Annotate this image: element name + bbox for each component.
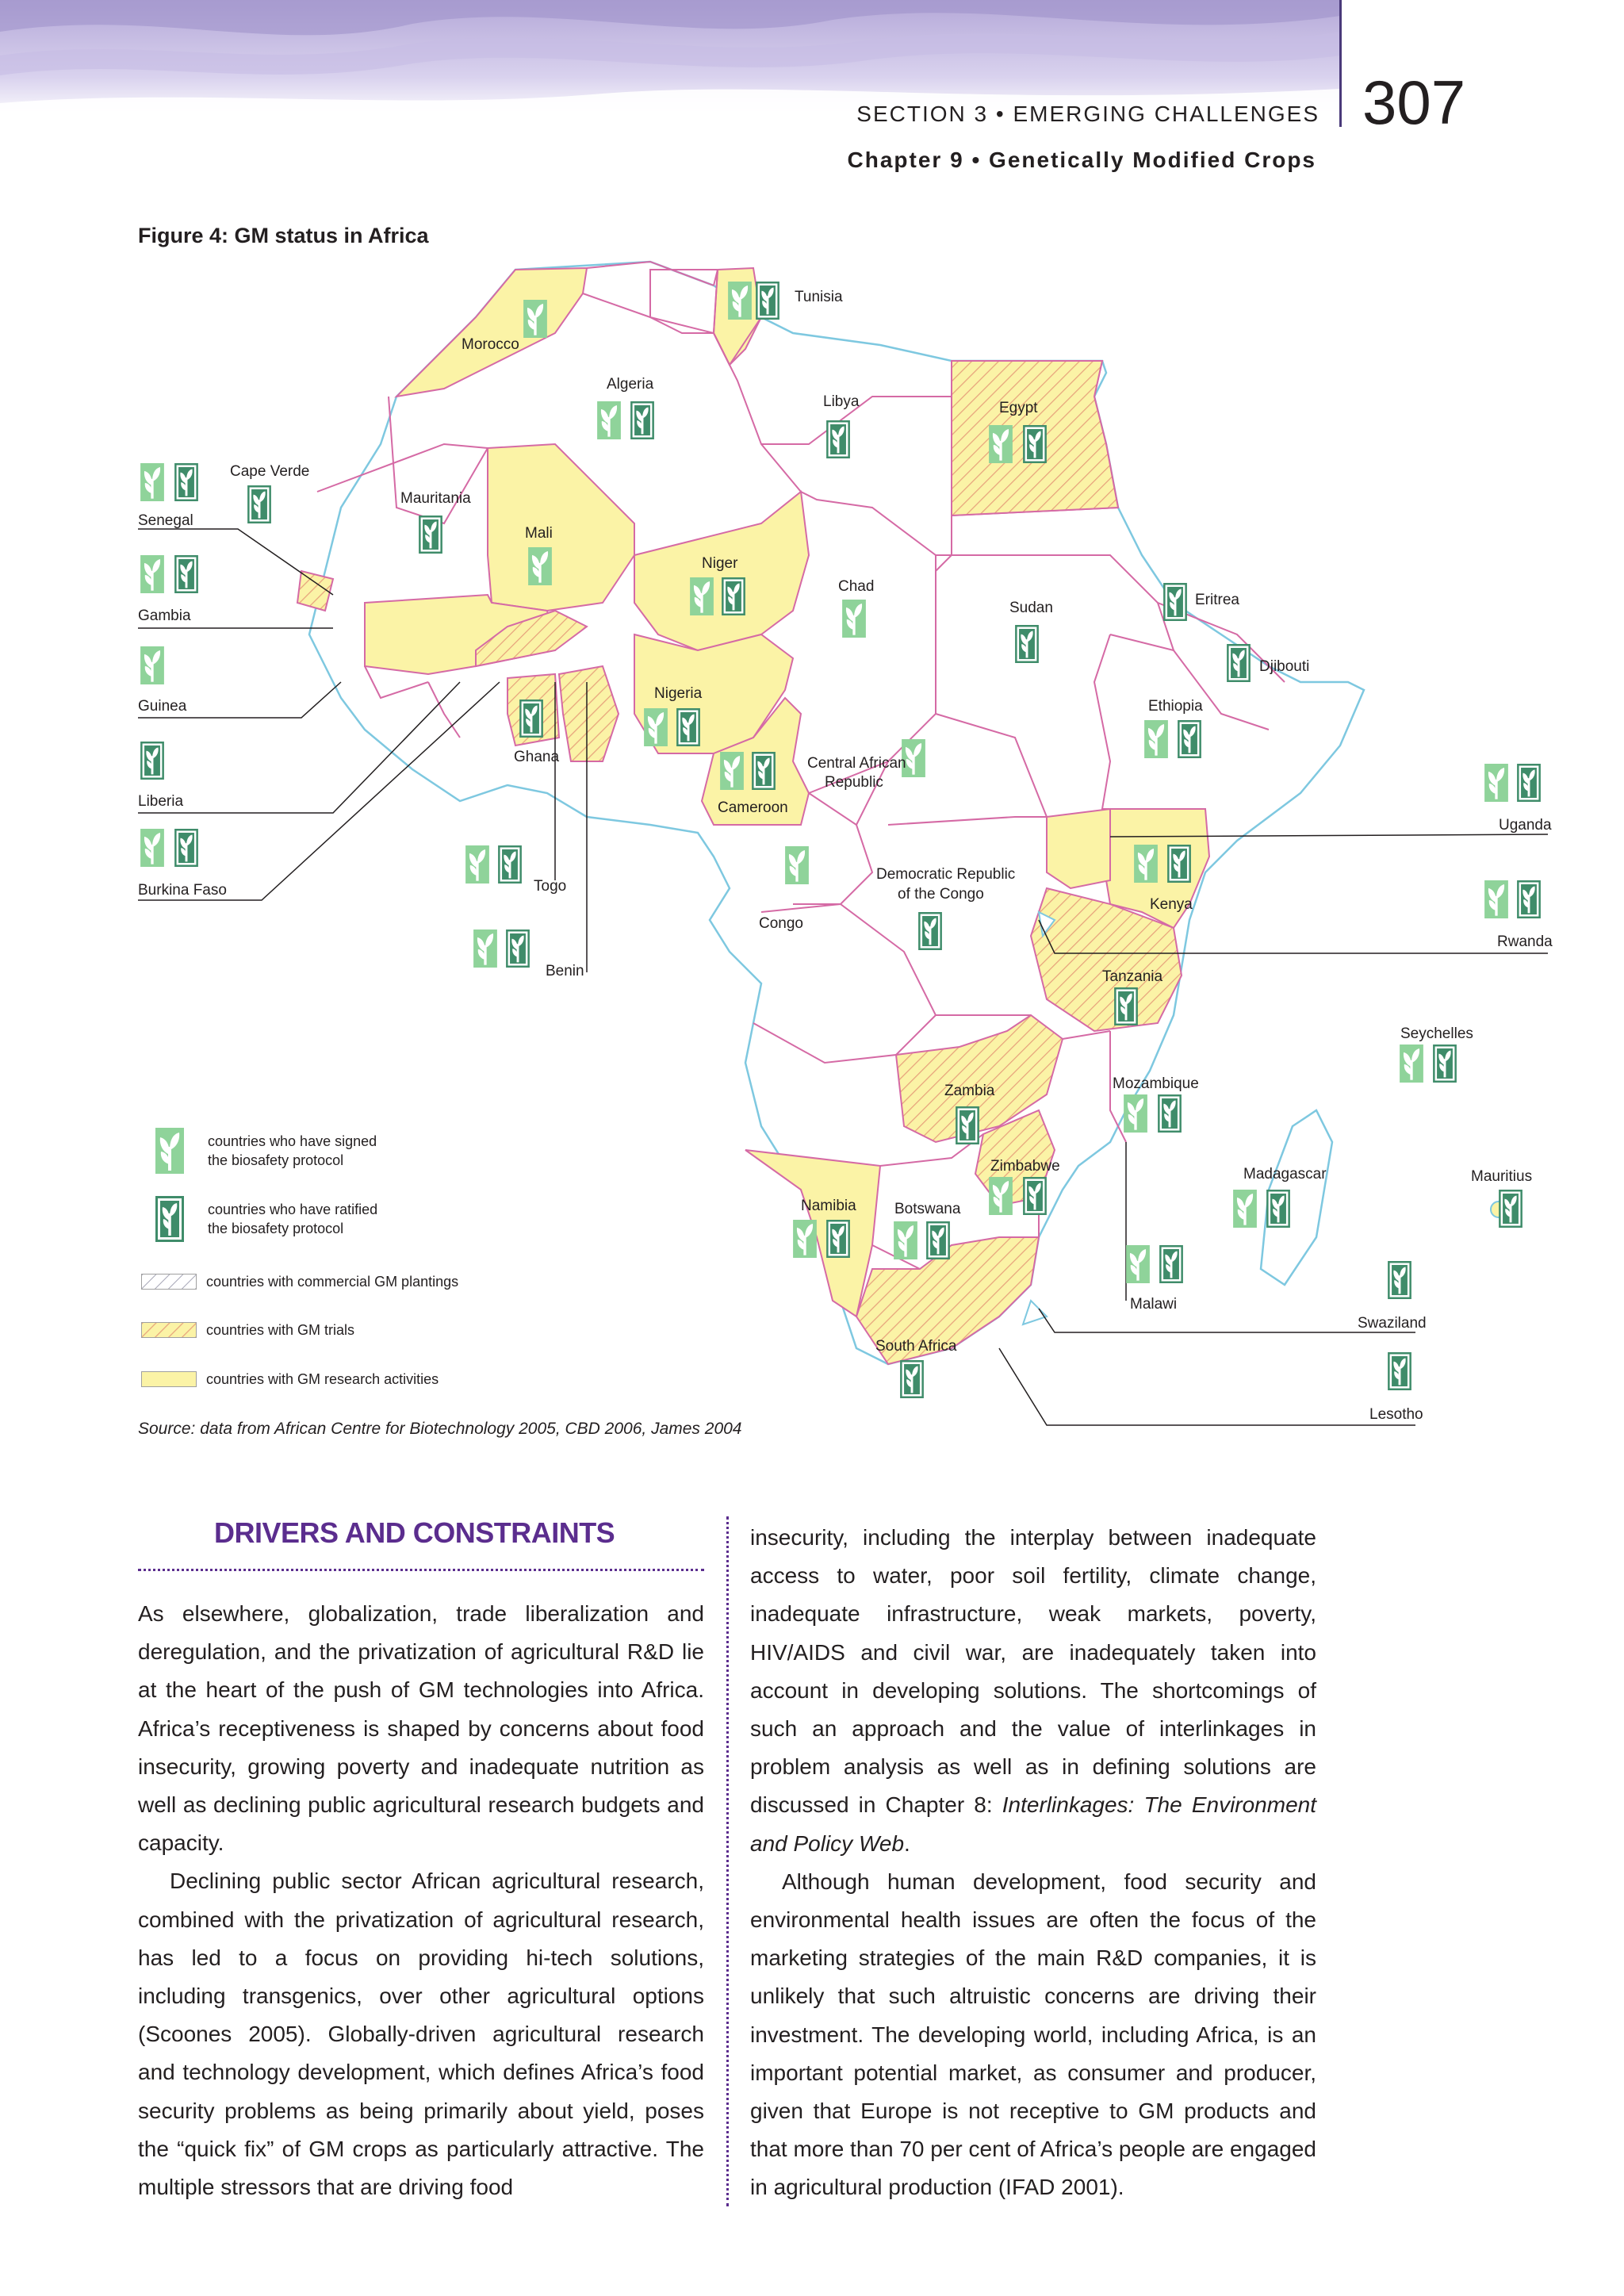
left-paragraph-2: Declining public sector African agricultural research, combined with the privatization of agricultural research, has led to a focus on providing hi-tech solutions, including transgenics, over other agricultural options (Scoones 2005). Globally-driven agricultural research and technology development, which defines Africa’s food security problems as being primarily about yield, poses the “quick fix” of GM crops as particularly attractive. The multiple stressors that are driving food bbox=[138, 1869, 704, 2200]
label-botswana: Botswana bbox=[894, 1201, 961, 1217]
label-seychelles: Seychelles bbox=[1400, 1025, 1473, 1042]
botswana-signed-icon bbox=[894, 1221, 917, 1259]
ghana-ratified-icon bbox=[519, 700, 543, 738]
label-sudan: Sudan bbox=[1009, 600, 1053, 616]
burkina-faso-signed-icon bbox=[140, 829, 164, 867]
nigeria-signed-icon bbox=[644, 708, 668, 746]
nigeria-ratified-icon bbox=[676, 708, 700, 746]
malawi-ratified-icon bbox=[1159, 1245, 1183, 1283]
congo-signed-icon bbox=[785, 846, 809, 884]
label-swaziland: Swaziland bbox=[1358, 1315, 1427, 1332]
egypt-ratified-icon bbox=[1023, 425, 1047, 463]
mauritius-ratified-icon bbox=[1499, 1190, 1522, 1228]
togo-ratified-icon bbox=[498, 845, 522, 884]
cape-verde-ratified-icon bbox=[247, 485, 271, 523]
heading-rule bbox=[138, 1569, 704, 1571]
zimbabwe-ratified-icon bbox=[1023, 1177, 1047, 1215]
label-eritrea: Eritrea bbox=[1195, 592, 1239, 608]
label-mali: Mali bbox=[525, 525, 553, 542]
algeria-signed-icon bbox=[597, 401, 621, 439]
label-morocco: Morocco bbox=[462, 336, 519, 353]
label-burkina-faso: Burkina Faso bbox=[138, 882, 227, 899]
label-tunisia: Tunisia bbox=[795, 289, 843, 305]
algeria-ratified-icon bbox=[630, 401, 654, 439]
tunisia-signed-icon bbox=[728, 282, 752, 320]
label-rwanda: Rwanda bbox=[1497, 933, 1553, 950]
page-number: 307 bbox=[1362, 67, 1466, 137]
label-cameroon: Cameroon bbox=[718, 799, 788, 816]
legend-research-text: countries with GM research activities bbox=[206, 1371, 439, 1387]
gambia-ratified-icon bbox=[174, 555, 198, 593]
label-algeria: Algeria bbox=[607, 376, 654, 393]
egypt-signed-icon bbox=[989, 425, 1013, 463]
label-tanzania: Tanzania bbox=[1102, 968, 1163, 985]
legend-research bbox=[141, 1370, 439, 1389]
label-togo: Togo bbox=[534, 878, 567, 895]
sudan-ratified-icon bbox=[1015, 625, 1039, 663]
liberia-ratified-icon bbox=[140, 742, 164, 780]
label-liberia: Liberia bbox=[138, 793, 184, 810]
left-paragraph-1: As elsewhere, globalization, trade liberalization and deregulation, and the privatization of agricultural R&D lie at the heart of the push of GM technologies into Africa. Africa’s receptiveness is shaped by concerns about food insecurity, growing poverty and inadequate nutrition as well as declining public agricultural research budgets and capacity. bbox=[138, 1601, 704, 1856]
label-ghana: Ghana bbox=[514, 749, 560, 765]
label-congo: Congo bbox=[759, 915, 803, 932]
madagascar-signed-icon bbox=[1233, 1190, 1257, 1228]
label-ethiopia: Ethiopia bbox=[1148, 698, 1203, 715]
label-gambia: Gambia bbox=[138, 608, 191, 624]
namibia-signed-icon bbox=[793, 1220, 817, 1258]
botswana-ratified-icon bbox=[926, 1221, 950, 1259]
right-paragraph-2: Although human development, food security and environmental health issues are often the focus of the marketing strategies of the main R&D companies, it is unlikely that such altruistic concerns are driving their investment. The developing world, including Africa, is an important potential market, as consumer and producer, given that Europe is not receptive to GM products and that more than 70 per cent of Africa’s people are engaged in agricultural production (IFAD 2001). bbox=[750, 1869, 1316, 2200]
morocco-signed-icon bbox=[523, 300, 547, 338]
swaziland-ratified-icon bbox=[1388, 1261, 1411, 1299]
right-paragraph-1 bbox=[750, 1519, 1316, 1863]
tunisia-ratified-icon bbox=[756, 282, 779, 320]
ethiopia-signed-icon bbox=[1144, 720, 1168, 758]
zambia-ratified-icon bbox=[956, 1106, 979, 1144]
figure-source: Source: data from African Centre for Biotechnology 2005, CBD 2006, James 2004 bbox=[138, 1420, 742, 1438]
legend-ratified-text: countries who have ratified the biosafety protocol bbox=[208, 1202, 378, 1236]
burkina-faso-ratified-icon bbox=[174, 829, 198, 867]
label-cape-verde: Cape Verde bbox=[230, 463, 310, 480]
madagascar-ratified-icon bbox=[1266, 1190, 1290, 1228]
column-divider bbox=[726, 1516, 729, 2206]
benin-signed-icon bbox=[473, 930, 497, 968]
cameroon-signed-icon bbox=[720, 752, 744, 790]
figure-caption: Figure 4: GM status in Africa bbox=[138, 224, 429, 247]
namibia-ratified-icon bbox=[826, 1220, 850, 1258]
gambia-signed-icon bbox=[140, 555, 164, 593]
right-column bbox=[750, 1519, 1316, 2207]
label-car-1: Central African bbox=[807, 755, 906, 772]
label-zimbabwe: Zimbabwe bbox=[990, 1158, 1060, 1175]
uganda-signed-icon bbox=[1484, 764, 1508, 802]
drc-ratified-icon bbox=[918, 912, 942, 950]
rwanda-ratified-icon bbox=[1517, 880, 1541, 918]
label-chad: Chad bbox=[838, 578, 875, 595]
region-uganda bbox=[1047, 809, 1110, 888]
right-paragraph-1-text: insecurity, including the interplay between inadequate access to water, poor soil fertility, climate change, inadequate infrastructure, weak markets, poverty, HIV/AIDS and civil war, are inadequately taken into account in developing solutions. The shortcomings of such an approach and the value of interlinkages in problem analysis as well as in defining solutions are discussed in Chapter 8: bbox=[750, 1525, 1316, 1818]
label-drc-2: of the Congo bbox=[898, 886, 984, 903]
yellow-fill-swatch bbox=[141, 1371, 197, 1387]
zimbabwe-signed-icon bbox=[989, 1177, 1013, 1215]
mali-signed-icon bbox=[528, 547, 552, 585]
mauritania-ratified-icon bbox=[419, 516, 442, 554]
niger-ratified-icon bbox=[722, 577, 745, 615]
section-title: SECTION 3 • EMERGING CHALLENGES bbox=[856, 102, 1320, 126]
signed-icon bbox=[155, 1128, 184, 1174]
kenya-ratified-icon bbox=[1167, 845, 1191, 883]
libya-ratified-icon bbox=[826, 420, 850, 458]
label-zambia: Zambia bbox=[944, 1083, 995, 1099]
tanzania-ratified-icon bbox=[1114, 987, 1138, 1025]
label-malawi: Malawi bbox=[1130, 1296, 1178, 1313]
legend-signed-text: countries who have signed the biosafety protocol bbox=[208, 1133, 377, 1168]
eritrea-ratified-icon bbox=[1163, 583, 1187, 621]
djibouti-ratified-icon bbox=[1227, 644, 1251, 682]
label-guinea: Guinea bbox=[138, 698, 187, 715]
uganda-ratified-icon bbox=[1517, 764, 1541, 802]
legend-signed bbox=[155, 1128, 377, 1174]
label-uganda: Uganda bbox=[1499, 817, 1552, 834]
header-divider bbox=[1339, 0, 1342, 127]
togo-signed-icon bbox=[465, 845, 489, 884]
malawi-signed-icon bbox=[1126, 1245, 1150, 1283]
label-egypt: Egypt bbox=[999, 400, 1038, 416]
label-car-2: Republic bbox=[825, 774, 883, 791]
label-niger: Niger bbox=[702, 555, 738, 572]
right-paragraph-1-italic: Interlinkages: The Environment and Policy Web bbox=[750, 1792, 1317, 1856]
senegal-ratified-icon bbox=[174, 463, 198, 501]
label-madagascar: Madagascar bbox=[1243, 1166, 1327, 1182]
kenya-signed-icon bbox=[1134, 845, 1158, 883]
rwanda-signed-icon bbox=[1484, 880, 1508, 918]
south-africa-ratified-icon bbox=[900, 1360, 924, 1398]
label-djibouti: Djibouti bbox=[1259, 658, 1310, 675]
lesotho-ratified-icon bbox=[1388, 1352, 1411, 1390]
label-namibia: Namibia bbox=[801, 1198, 856, 1214]
legend-trials-text: countries with GM trials bbox=[206, 1322, 355, 1338]
label-benin: Benin bbox=[546, 963, 584, 979]
label-south-africa: South Africa bbox=[875, 1338, 957, 1355]
benin-ratified-icon bbox=[506, 930, 530, 968]
label-libya: Libya bbox=[823, 393, 860, 410]
cameroon-ratified-icon bbox=[752, 752, 776, 790]
africa-gm-map bbox=[0, 238, 1624, 1428]
orange-hatch-swatch bbox=[141, 1322, 197, 1338]
legend-commercial-text: countries with commercial GM plantings bbox=[206, 1274, 459, 1290]
guinea-signed-icon bbox=[140, 646, 164, 684]
label-nigeria: Nigeria bbox=[654, 685, 703, 702]
mozambique-signed-icon bbox=[1124, 1094, 1147, 1133]
seychelles-signed-icon bbox=[1400, 1045, 1423, 1083]
senegal-signed-icon bbox=[140, 463, 164, 501]
right-paragraph-1-end: . bbox=[904, 1830, 910, 1856]
label-kenya: Kenya bbox=[1150, 896, 1193, 913]
seychelles-ratified-icon bbox=[1433, 1045, 1457, 1083]
legend-ratified bbox=[155, 1196, 377, 1242]
label-mauritania: Mauritania bbox=[400, 490, 471, 507]
ethiopia-ratified-icon bbox=[1178, 720, 1201, 758]
label-lesotho: Lesotho bbox=[1369, 1406, 1423, 1423]
chapter-title: Chapter 9 • Genetically Modified Crops bbox=[847, 148, 1316, 172]
grey-hatch-swatch bbox=[141, 1274, 197, 1290]
section-heading: DRIVERS AND CONSTRAINTS bbox=[214, 1516, 615, 1549]
chad-signed-icon bbox=[842, 600, 866, 638]
niger-signed-icon bbox=[690, 577, 714, 615]
label-mozambique: Mozambique bbox=[1113, 1075, 1199, 1092]
label-senegal: Senegal bbox=[138, 512, 193, 529]
legend-commercial bbox=[141, 1272, 458, 1291]
label-drc-1: Democratic Republic bbox=[876, 866, 1016, 883]
legend-trials bbox=[141, 1320, 354, 1340]
label-mauritius: Mauritius bbox=[1471, 1168, 1533, 1185]
mozambique-ratified-icon bbox=[1158, 1094, 1182, 1133]
left-column bbox=[138, 1595, 704, 2206]
ratified-icon bbox=[155, 1196, 184, 1242]
